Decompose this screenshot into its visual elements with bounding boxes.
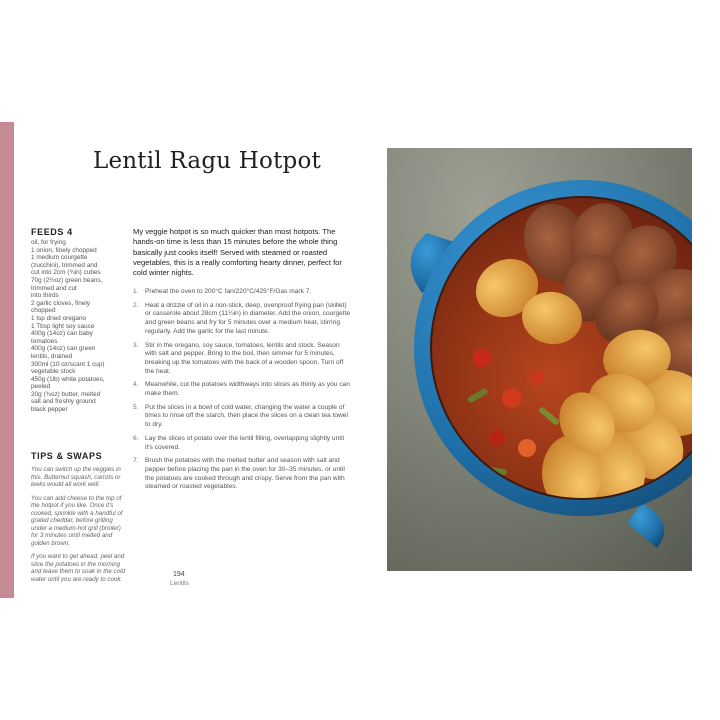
step-number: 2. (133, 301, 139, 309)
ingredient-item: oil, for frying (31, 239, 66, 246)
recipe-title: Lentil Ragu Hotpot (93, 148, 321, 174)
serves-heading: FEEDS 4 (31, 227, 73, 237)
step-number: 7. (133, 457, 139, 465)
step-number: 3. (133, 341, 139, 349)
step-number: 6. (133, 434, 139, 442)
method-step (133, 302, 353, 337)
ingredient-item: 1 medium courgette (31, 254, 88, 262)
ingredient-item: tomatoes (31, 337, 58, 345)
step-number: 5. (133, 403, 139, 411)
method-steps (133, 288, 353, 497)
ingredient-item: 300ml (10 oz/scant 1 cup) (31, 360, 105, 368)
ingredient-item: salt and freshly ground (31, 398, 96, 406)
method-step (133, 404, 353, 430)
ingredient-item: 20g (¾oz) butter, melted (31, 390, 101, 398)
step-text: Heat a drizzle of oil in a non-stick, deep, ovenproof frying pan (skillet) or casserole about 28cm (11¼in) in diameter. Add the onion, courgette and green beans and fry for 5 minutes over a medium heat, stirring regularly. Add the garlic for the last minute. (145, 301, 351, 335)
section-label: Lentils (170, 580, 189, 587)
ingredient-item: 70g (2½oz) green beans, (31, 276, 103, 284)
tips-heading: TIPS & SWAPS (31, 451, 103, 461)
ingredient-item: 1 Tbsp light soy sauce (31, 322, 95, 330)
ingredient-item: 2 garlic cloves, finely (31, 299, 90, 307)
step-number: 4. (133, 381, 139, 389)
step-text: Preheat the oven to 200°C fan/220°C/425°F/Gas mark 7. (145, 288, 312, 295)
chapter-color-tab (0, 122, 14, 598)
ingredient-item: into thirds (31, 292, 59, 300)
ingredient-item: 400g (14oz) can green (31, 345, 96, 353)
hotpot-photo (387, 148, 692, 571)
method-step (133, 288, 353, 297)
tips-section (31, 451, 127, 589)
ingredient-item: chopped (31, 307, 56, 315)
ingredient-item: 450g (1lb) white potatoes, (31, 375, 105, 383)
page-number: 194 (173, 571, 185, 578)
tip-paragraph: You can add cheese to the top of the hotpot if you like. Once it's cooked, sprinkle with a handful of grated cheddar, before grilling under a medium-hot grill (broiler) for 3 minutes until melted and golden brown. (31, 494, 123, 547)
method-step (133, 435, 353, 452)
method-step (133, 342, 353, 377)
step-text: Brush the potatoes with the melted butter and season with salt and pepper before placing the pan in the oven for 30–35 minutes, or until the potatoes are cooked through and crispy. Serve from the pan with steamed or roasted vegetables. (145, 457, 345, 491)
method-step (133, 381, 353, 398)
tip-paragraph: If you want to get ahead, peel and slice the potatoes in the morning and leave them to soak in the cold water until you are ready to cook. (31, 553, 125, 583)
method-step (133, 457, 353, 492)
ingredient-item: 1 tsp dried oregano (31, 314, 87, 322)
step-text: Lay the slices of potato over the lentil filling, overlapping slightly until it's covered. (145, 434, 345, 451)
ingredient-item: 400g (14oz) can baby (31, 330, 93, 338)
ingredient-item: 1 onion, finely chopped (31, 246, 97, 254)
step-number: 1. (133, 288, 139, 295)
step-text: Meanwhile, cut the potatoes widthways into slices as thinly as you can make them. (145, 381, 350, 398)
ingredient-item: (zucchini), trimmed and (31, 261, 98, 269)
recipe-intro: My veggie hotpot is so much quicker than most hotpots. The hands-on time is less than 15 minutes before the whole thing basically just cooks itself! Served with steamed or roasted vegetables, this is a really comforting hearty dinner, perfect for cold winter nights. (133, 227, 342, 278)
ingredient-item: lentils, drained (31, 352, 73, 360)
ingredient-item: trimmed and cut (31, 284, 77, 292)
ingredient-item: cut into 2cm (¾in) cubes (31, 269, 101, 277)
ingredient-item: black pepper (31, 406, 68, 414)
ingredient-item: vegetable stock (31, 368, 76, 376)
ingredient-list (31, 239, 123, 414)
tip-paragraph: You can switch up the veggies in this. Butternut squash, carrots or leeks would all work well. (31, 466, 121, 488)
step-text: Stir in the oregano, soy sauce, tomatoes, lentils and stock. Season with salt and pepper. Bring to the boil, then simmer for 5 minutes, breaking up the tomatoes with the back of a wooden spoon. Turn off the heat. (145, 341, 344, 375)
step-text: Put the slices in a bowl of cold water, changing the water a couple of times to rinse off the starch, then place the slices on a clean tea towel to dry. (145, 403, 348, 429)
ingredient-item: peeled (31, 383, 51, 391)
